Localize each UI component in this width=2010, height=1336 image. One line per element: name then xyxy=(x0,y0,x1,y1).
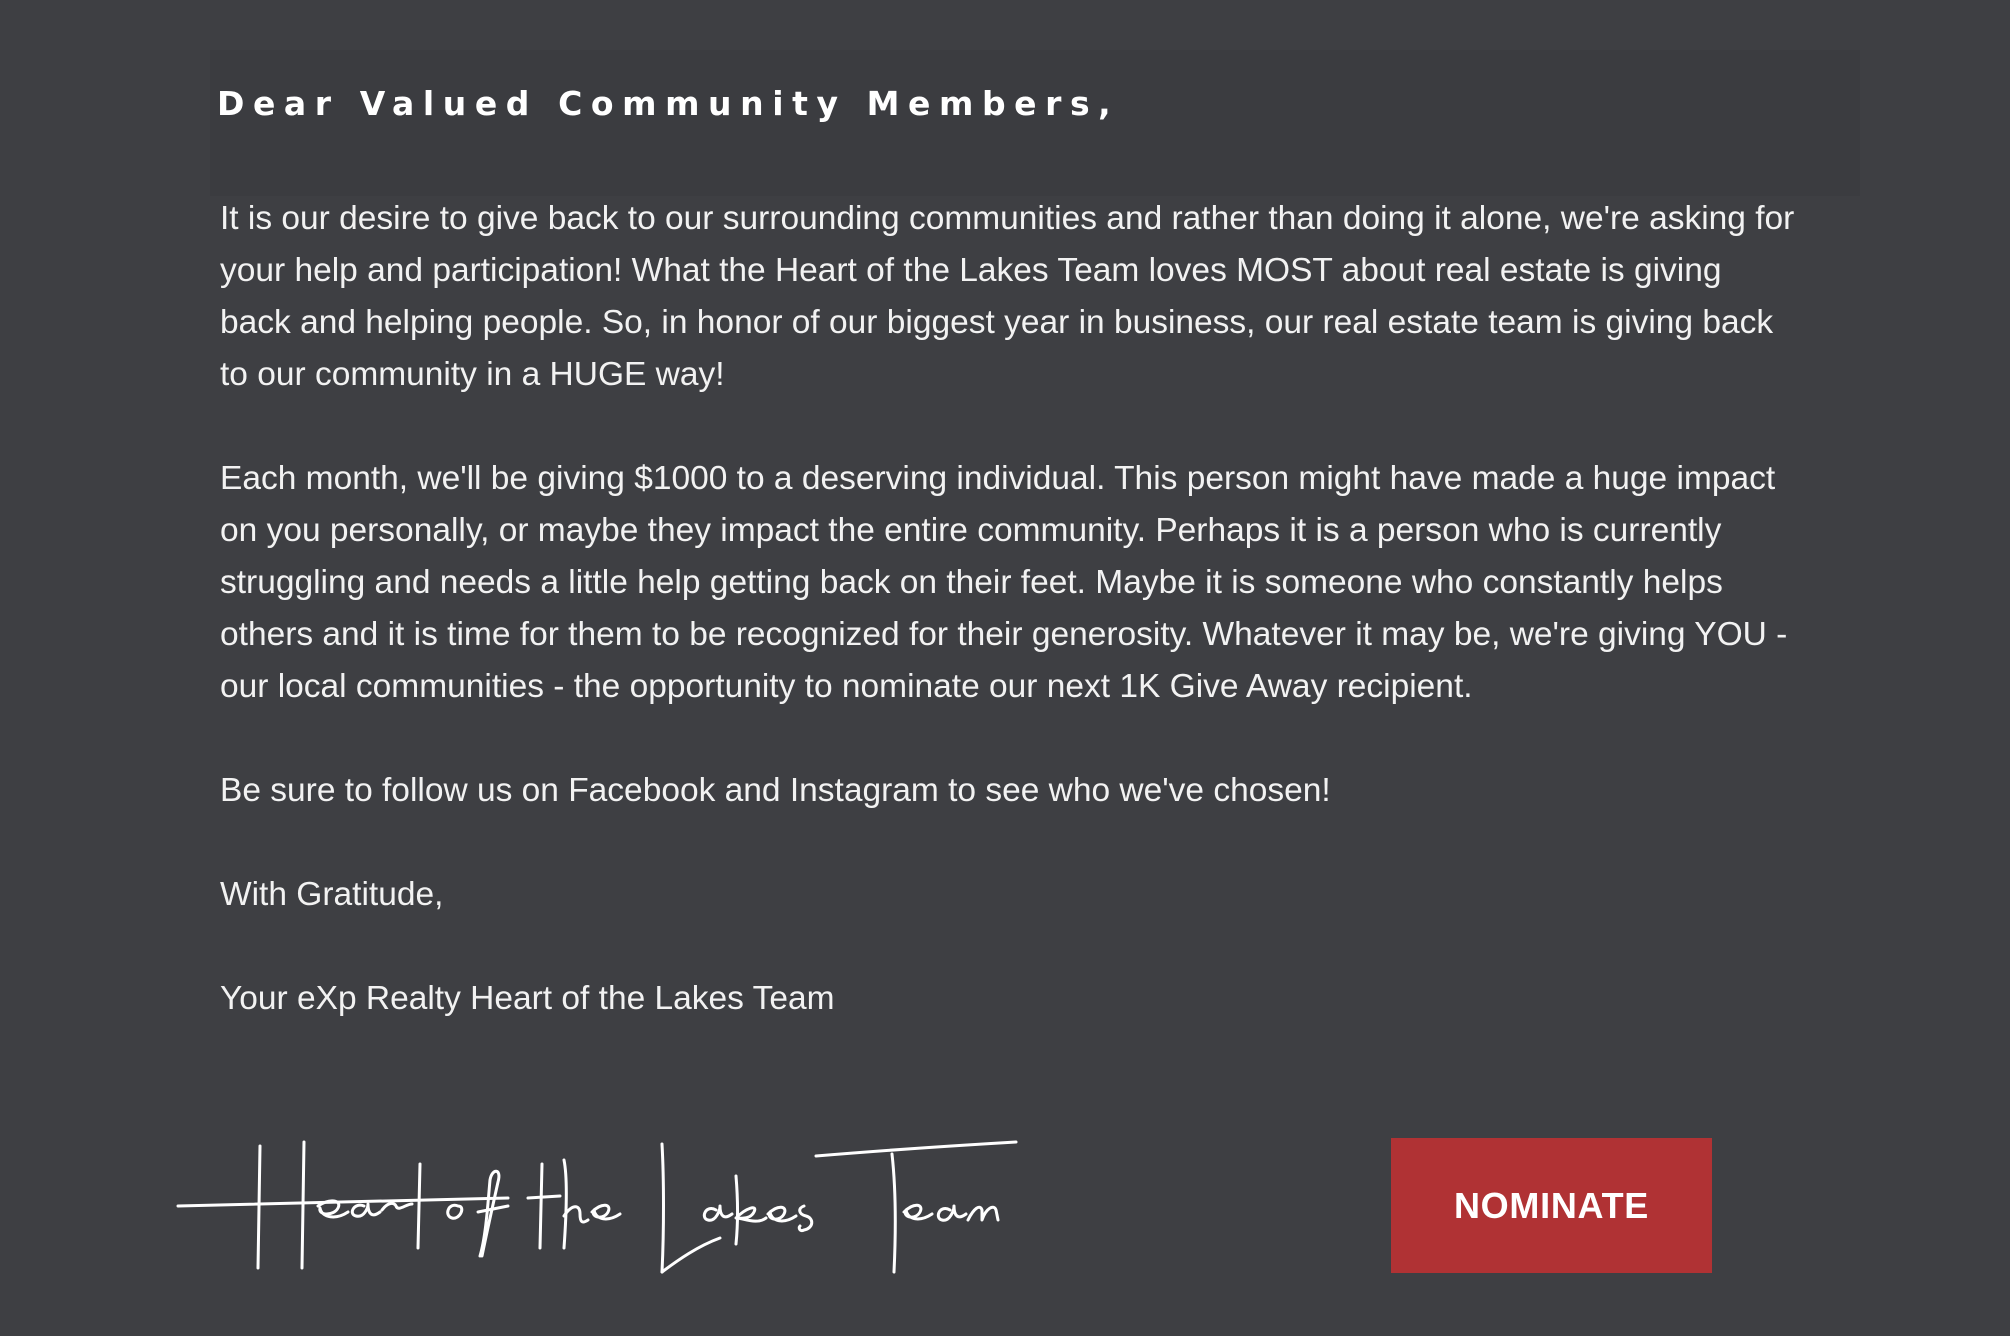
nominate-button[interactable]: NOMINATE xyxy=(1391,1138,1712,1273)
letter-paragraph-follow: Be sure to follow us on Facebook and Instagram to see who we've chosen! xyxy=(220,772,1331,809)
signature-script xyxy=(168,1120,1018,1290)
signature xyxy=(168,1120,1018,1290)
letter-paragraph-details: Each month, we'll be giving $1000 to a deserving individual. This person might have made a huge impact on you personally, or maybe they impact the entire community. Perhaps it is a person who is currently struggling and needs a little help getting back on their feet. Maybe it is someone who constantly helps others and it is time for them to be recognized for their generosity. Whatever it may be, we're giving YOU - our local communities - the opportunity to nominate our next 1K Give Away recipient. xyxy=(220,460,1788,705)
letter-paragraph-intro: It is our desire to give back to our surrounding communities and rather than doing it alone, we're asking for your help and participation! What the Heart of the Lakes Team loves MOST about real estate is giving back and helping people. So, in honor of our biggest year in business, our real estate team is giving back to our community in a HUGE way! xyxy=(220,200,1795,393)
letter-body xyxy=(220,193,1800,1025)
letter-sender: Your eXp Realty Heart of the Lakes Team xyxy=(220,980,835,1017)
letter-greeting: Dear Valued Community Members, xyxy=(217,84,1120,123)
letter-closing: With Gratitude, xyxy=(220,876,444,913)
header-band xyxy=(210,50,1860,196)
